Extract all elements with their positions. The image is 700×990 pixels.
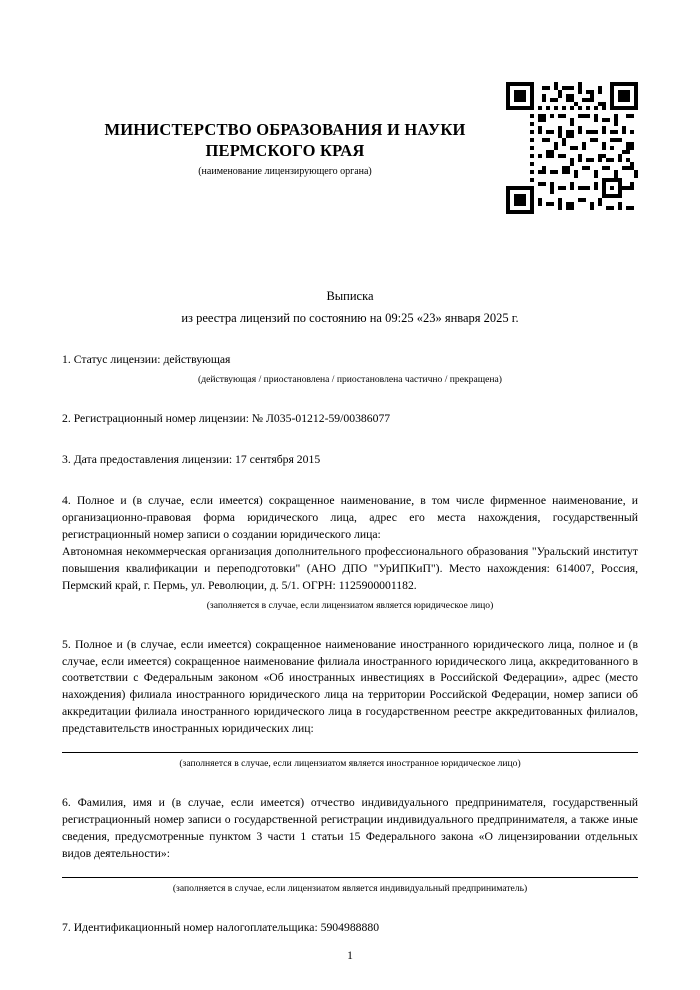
item-issue-date-text: 3. Дата предоставления лицензии: 17 сентября 2015 <box>62 452 321 466</box>
item-legal-entity <box>62 493 638 613</box>
item-individual-entrepreneur-text: 6. Фамилия, имя и (в случае, если имеется) отчество индивидуального предпринимателя, государственный регистрационный номер записи о государственной регистрации индивидуального предпринимателя, а также иные сведения, предусмотренные пунктом 3 части 1 статьи 15 Федерального закона «О лицензировании отдельных видов деятельности»: <box>62 796 638 861</box>
item-status-text: 1. Статус лицензии: действующая <box>62 353 231 366</box>
item-taxpayer-number <box>62 920 638 937</box>
item-taxpayer-number-text: 7. Идентификационный номер налогоплательщика: 5904988880 <box>62 921 380 935</box>
item-registration-number <box>62 411 638 428</box>
item-status-note: (действующая / приостановлена / приостановлена частично / прекращена) <box>198 373 502 385</box>
organization-title-line2: ПЕРМСКОГО КРАЯ <box>205 140 365 160</box>
page-number: 1 <box>347 950 353 962</box>
document-header <box>62 60 638 200</box>
item-foreign-entity-fill-line <box>62 752 638 753</box>
item-foreign-entity-note: (заполняется в случае, если лицензиатом является иностранное юридическое лицо) <box>179 758 521 770</box>
item-individual-entrepreneur <box>62 795 638 896</box>
document-title-sub: из реестра лицензий по состоянию на 09:25 «23» января 2025 г. <box>181 311 519 325</box>
organization-title-line1: МИНИСТЕРСТВО ОБРАЗОВАНИЯ И НАУКИ <box>104 120 466 139</box>
document-title-main: Выписка <box>326 289 374 303</box>
qr-code-icon <box>506 82 638 214</box>
item-legal-entity-body: Автономная некоммерческая организация дополнительного профессионального образования "Уральский институт повышения квалификации и переподготовки" (АНО ДПО "УрИПКиП"). Место нахождения: 614007, Россия, Пермский край, г. Пермь, ул. Революции, д. 5/1. ОГРН: 1125900001182. <box>62 544 638 592</box>
item-foreign-entity-text: 5. Полное и (в случае, если имеется) сокращенное наименование иностранного юридического лица, полное и (в случае, если имеется) сокращенное наименование филиала иностранного юридического лица, аккредитованного в соответствии с Федеральным законом «Об иностранных инвестициях в Российской Федерации», адрес (место нахождения) филиала иностранного юридического лица на территории Российской Федерации, номер записи об аккредитации филиала иностранного юридического лица в государственном реестре аккредитованных филиалов, представительств иностранных юридических лиц: <box>62 637 638 736</box>
item-individual-entrepreneur-fill-line <box>62 877 638 878</box>
item-legal-entity-note: (заполняется в случае, если лицензиатом является юридическое лицо) <box>206 599 494 611</box>
item-issue-date <box>62 452 638 469</box>
item-legal-entity-text: 4. Полное и (в случае, если имеется) сокращенное наименование, в том числе фирменное наименование, и организационно-правовая форма юридического лица, адрес его места нахождения, государственный регистрационный номер записи о создании юридического лица: <box>62 493 638 541</box>
document-title <box>62 286 638 328</box>
item-registration-number-text: 2. Регистрационный номер лицензии: № Л035-01212-59/00386077 <box>62 411 391 425</box>
item-individual-entrepreneur-note: (заполняется в случае, если лицензиатом является индивидуальный предприниматель) <box>172 883 528 895</box>
item-foreign-entity <box>62 637 638 772</box>
organization-caption: (наименование лицензирующего органа) <box>198 166 372 178</box>
item-status <box>62 352 638 387</box>
